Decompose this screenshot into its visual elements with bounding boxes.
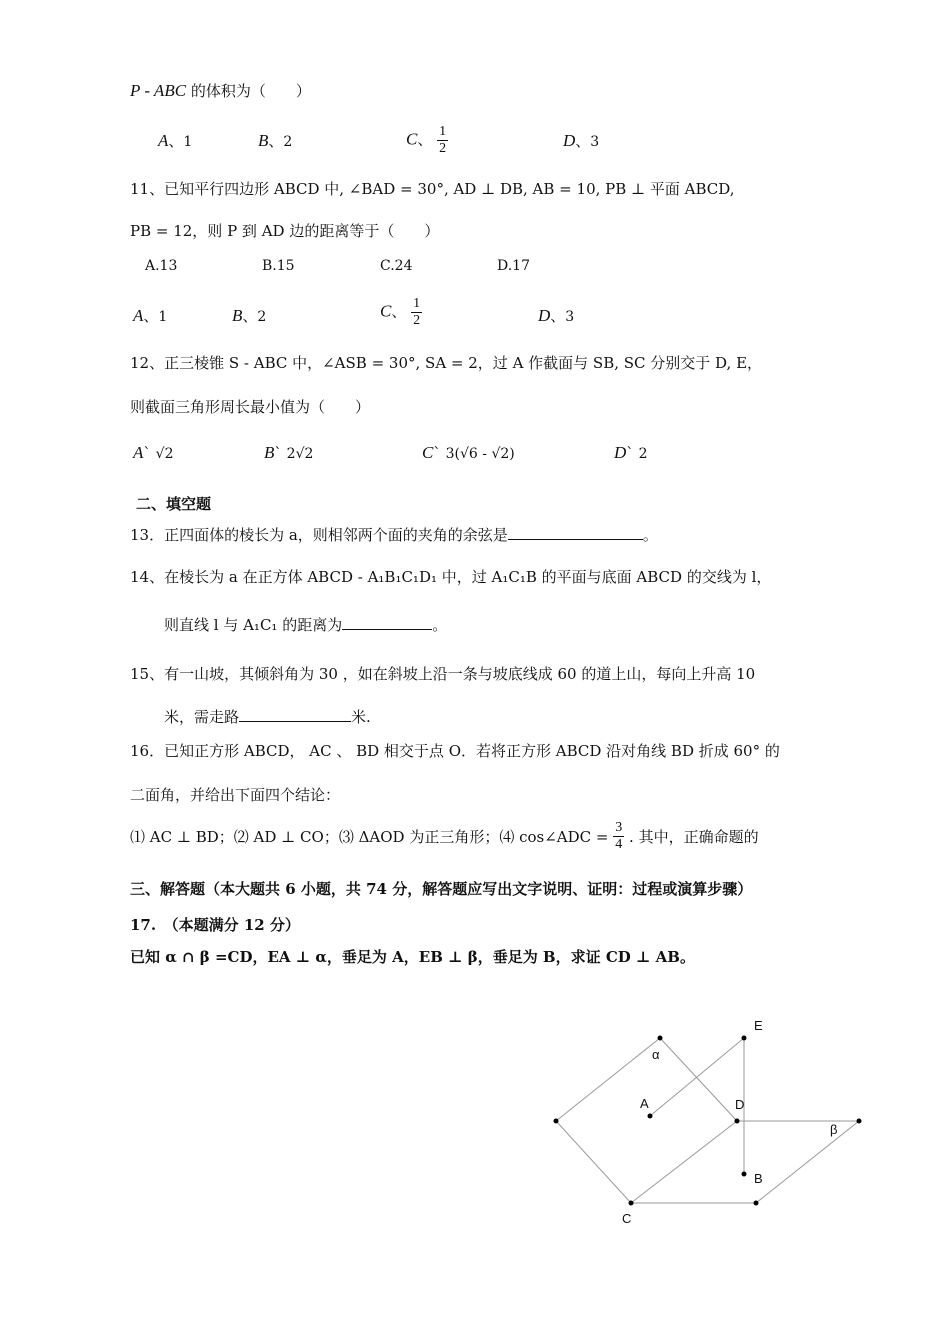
q15-line1: 15、有一山坡，其倾斜角为 30 ，如在斜坡上沿一条与坡底线成 60 的道上山，每向上升高 10 [130, 665, 756, 683]
line-ea [650, 1038, 744, 1116]
q11-line2: PB = 12，则 P 到 AD 边的距离等于（ ） [130, 222, 440, 240]
q17-heading: 17. （本题满分 12 分） [130, 916, 300, 934]
q10-text: 的体积为（ ） [190, 82, 311, 100]
label-e: E [754, 1018, 763, 1033]
option-letter: C [406, 129, 418, 149]
label-beta: β [830, 1122, 838, 1137]
option-sep: 、 [268, 132, 284, 150]
option-letter: C [422, 443, 434, 462]
q14-line1: 14、在棱长为 a 在正方体 ABCD - A₁B₁C₁D₁ 中，过 A₁C₁B 的平面与底面 ABCD 的交线为 l， [130, 568, 772, 586]
option-letter: D [563, 131, 576, 150]
option-letter: D [538, 306, 551, 325]
option-letter: A [133, 306, 144, 325]
fraction-denominator: 2 [413, 313, 421, 328]
option-sep: 、 [143, 307, 159, 325]
q14-end: 。 [432, 616, 448, 634]
option-letter: B [258, 131, 269, 150]
option-sep: 、 [575, 132, 591, 150]
fraction-denominator: 2 [439, 141, 447, 156]
label-b: B [754, 1171, 763, 1186]
label-c: C [622, 1211, 632, 1226]
option-sep: ` [143, 444, 151, 462]
option-sep: ` [433, 444, 441, 462]
option-letter: A [133, 443, 144, 462]
option-value: 2 [257, 309, 267, 325]
option-value: 2√2 [286, 446, 314, 462]
q15-end: 米. [351, 708, 371, 726]
option-sep: 、 [550, 307, 566, 325]
q16-end: . 其中，正确命题的 [629, 828, 759, 846]
label-a: A [640, 1096, 649, 1111]
q12-line1: 12、正三棱锥 S - ABC 中，∠ASB = 30°, SA = 2，过 A 作截面与 SB, SC 分别交于 D, E， [130, 354, 763, 372]
q15-text: 米，需走路 [164, 708, 240, 726]
q13-text: 13．正四面体的棱长为 a，则相邻两个面的夹角的余弦是 [130, 526, 508, 544]
beta-edge-right [756, 1121, 859, 1203]
q17-text: 已知 α ∩ β =CD，EA ⊥ α，垂足为 A，EB ⊥ β，垂足为 B，求证 CD ⊥ AB。 [130, 948, 695, 966]
option-letter: B [264, 443, 275, 462]
option-value: 1 [158, 309, 168, 325]
option-sep: ` [274, 444, 282, 462]
section-2-heading: 二、填空题 [136, 495, 212, 513]
option-value: √2 [155, 446, 174, 462]
q11-line1: 11、已知平行四边形 ABCD 中, ∠BAD = 30°, AD ⊥ DB, AB = 10, PB ⊥ 平面 ABCD, [130, 180, 735, 198]
q12-line2: 则截面三角形周长最小值为（ ） [130, 398, 371, 416]
fraction-numerator: 1 [413, 296, 421, 311]
q16-line2: 二面角，并给出下面四个结论： [130, 786, 341, 804]
option-sep: 、 [391, 302, 407, 321]
point-left [554, 1119, 559, 1124]
option-value: 2 [283, 134, 293, 150]
q16-statements: ⑴ AC ⊥ BD；⑵ AD ⊥ CO；⑶ ΔAOD 为正三角形；⑷ cos∠ADC = [130, 828, 609, 846]
point-beta-right [857, 1119, 862, 1124]
q16-line1: 16．已知正方形 ABCD， AC 、 BD 相交于点 O．若将正方形 ABCD 沿对角线 BD 折成 60° 的 [130, 742, 780, 760]
alpha-edge-bottom-left [556, 1121, 631, 1203]
point-b [742, 1172, 747, 1177]
option-letter: D [614, 443, 627, 462]
label-d: D [735, 1097, 745, 1112]
q13-end: 。 [642, 526, 658, 544]
q11-option-d: D.17 [497, 258, 530, 274]
point-d [735, 1119, 740, 1124]
point-e [742, 1036, 747, 1041]
q10-expr: P - ABC [130, 81, 187, 100]
q11-option-b: B.15 [262, 258, 295, 274]
point-beta-bottom [754, 1201, 759, 1206]
point-alpha-top [658, 1036, 663, 1041]
option-value: 3 [590, 134, 600, 150]
fraction-denominator: 4 [615, 837, 623, 852]
q11-option-a: A.13 [145, 258, 178, 274]
option-sep: 、 [242, 307, 258, 325]
option-value: 3(√6 - √2) [445, 446, 515, 462]
alpha-edge-top-right [660, 1038, 737, 1121]
option-sep: 、 [168, 132, 184, 150]
label-alpha: α [652, 1047, 660, 1062]
option-letter: C [380, 301, 392, 321]
q14-text: 则直线 l 与 A₁C₁ 的距离为 [164, 616, 343, 634]
option-sep: 、 [417, 130, 433, 149]
option-value: 2 [638, 446, 648, 462]
section-3-heading: 三、解答题（本大题共 6 小题，共 74 分，解答题应写出文字说明、证明：过程或演算步骤） [130, 880, 753, 898]
fraction-numerator: 1 [439, 124, 447, 139]
point-c [629, 1201, 634, 1206]
line-cd [631, 1121, 737, 1203]
fraction-numerator: 3 [615, 820, 623, 835]
option-sep: ` [626, 444, 634, 462]
option-letter: B [232, 306, 243, 325]
point-a [648, 1114, 653, 1119]
option-value: 1 [183, 134, 193, 150]
option-letter: A [158, 131, 169, 150]
q11-option-c: C.24 [380, 258, 413, 274]
option-value: 3 [565, 309, 575, 325]
